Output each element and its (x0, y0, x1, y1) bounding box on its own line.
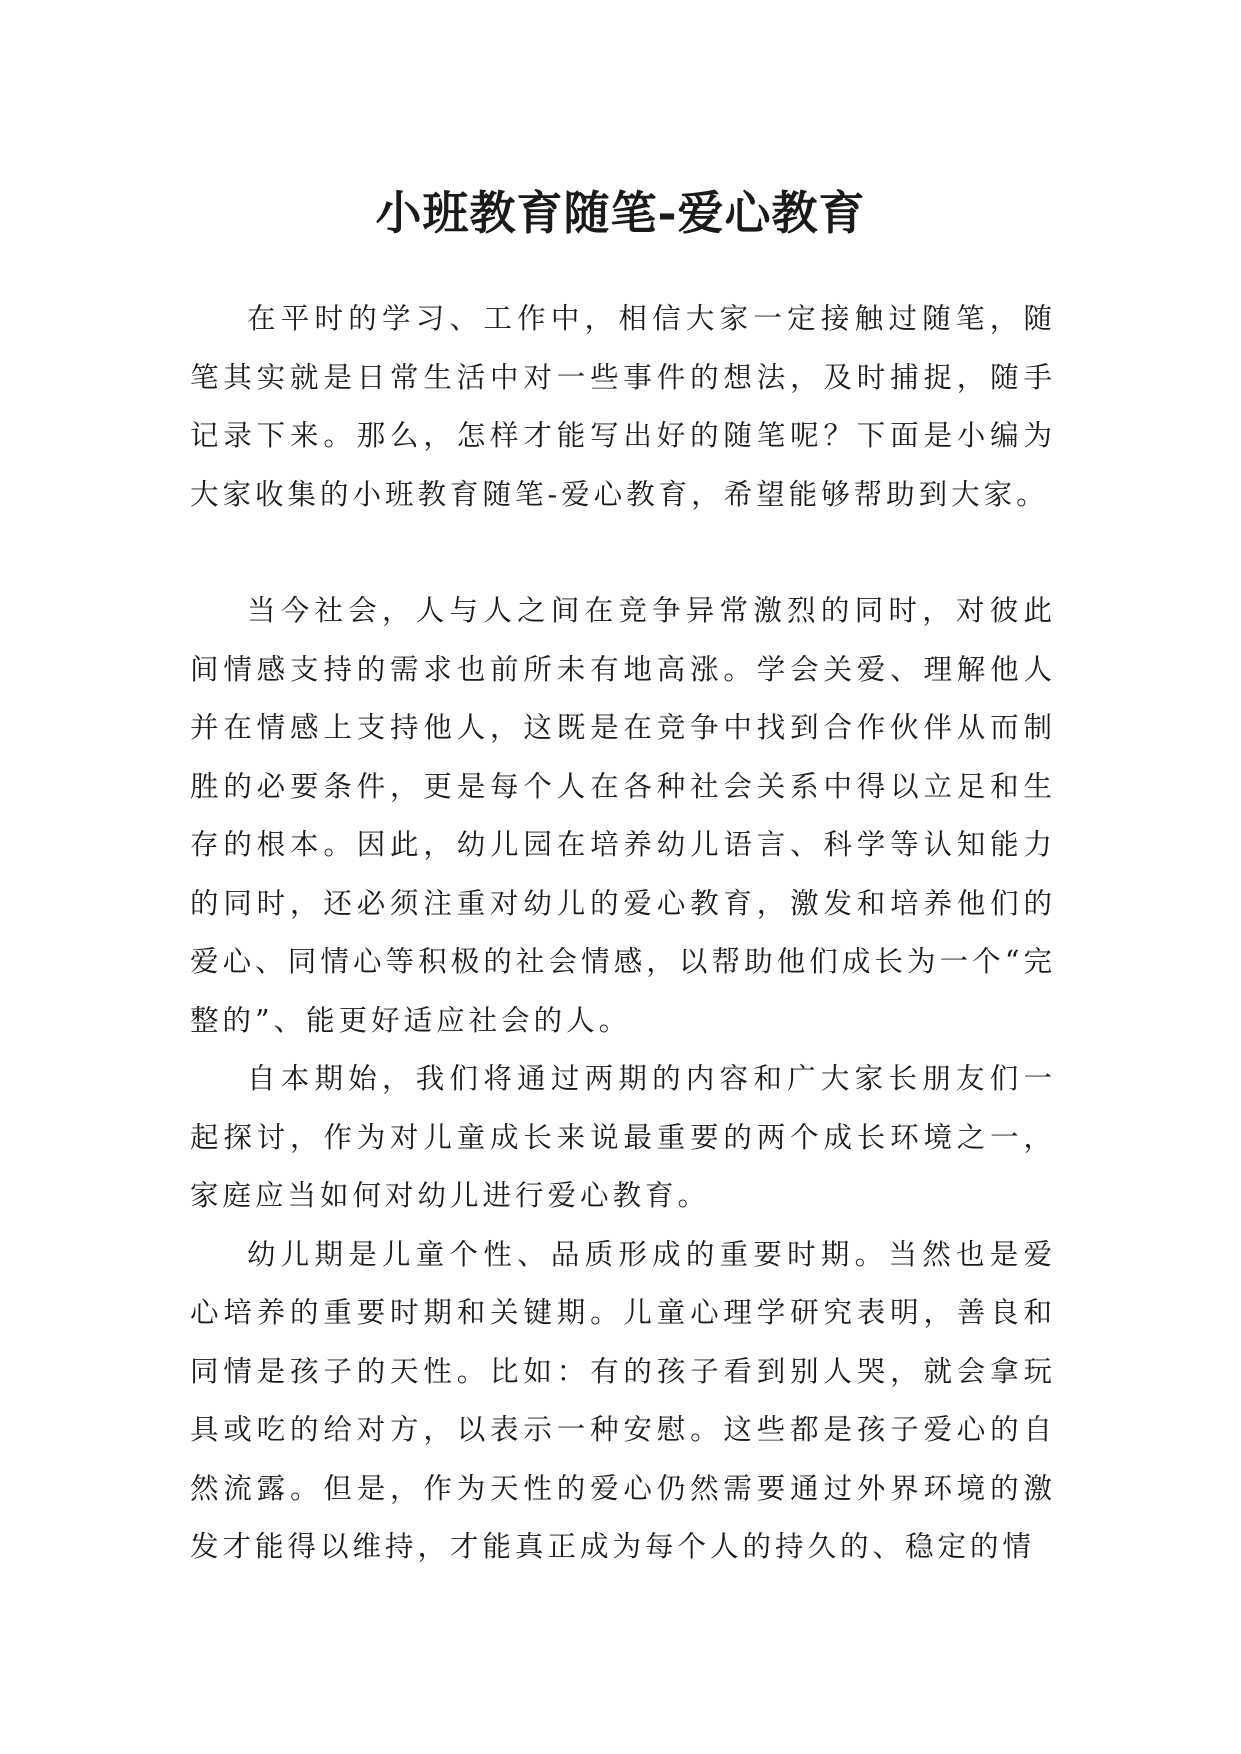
paragraph-childhood: 幼儿期是儿童个性、品质形成的重要时期。当然也是爱心培养的重要时期和关键期。儿童心理学研究表明，善良和同情是孩子的天性。比如：有的孩子看到别人哭，就会拿玩具或吃的给对方，以表示一种安慰。这些都是孩子爱心的自然流露。但是，作为天性的爱心仍然需要通过外界环境的激发才能得以维持，才能真正成为每个人的持久的、稳定的情 (190, 1237, 1056, 1563)
page-title: 小班教育随笔-爱心教育 (375, 185, 866, 240)
paragraph-society: 当今社会，人与人之间在竞争异常激烈的同时，对彼此间情感支持的需求也前所未有地高涨。学会关爱、理解他人并在情感上支持他人，这既是在竞争中找到合作伙伴从而制胜的必要条件，更是每个人在各种社会关系中得以立足和生存的根本。因此，幼儿园在培养幼儿语言、科学等认知能力的同时，还必须注重对幼儿的爱心教育，激发和培养他们的爱心、同情心等积极的社会情感，以帮助他们成长为一个“完整的”、能更好适应社会的人。 (190, 594, 1056, 1037)
document-body (190, 290, 1056, 1577)
paragraph-intro: 在平时的学习、工作中，相信大家一定接触过随笔，随笔其实就是日常生活中对一些事件的想法，及时捕捉，随手记录下来。那么，怎样才能写出好的随笔呢？下面是小编为大家收集的小班教育随笔-爱心教育，希望能够帮助到大家。 (190, 302, 1056, 511)
paragraph-discussion: 自本期始，我们将通过两期的内容和广大家长朋友们一起探讨，作为对儿童成长来说最重要的两个成长环境之一，家庭应当如何对幼儿进行爱心教育。 (190, 1062, 1056, 1212)
